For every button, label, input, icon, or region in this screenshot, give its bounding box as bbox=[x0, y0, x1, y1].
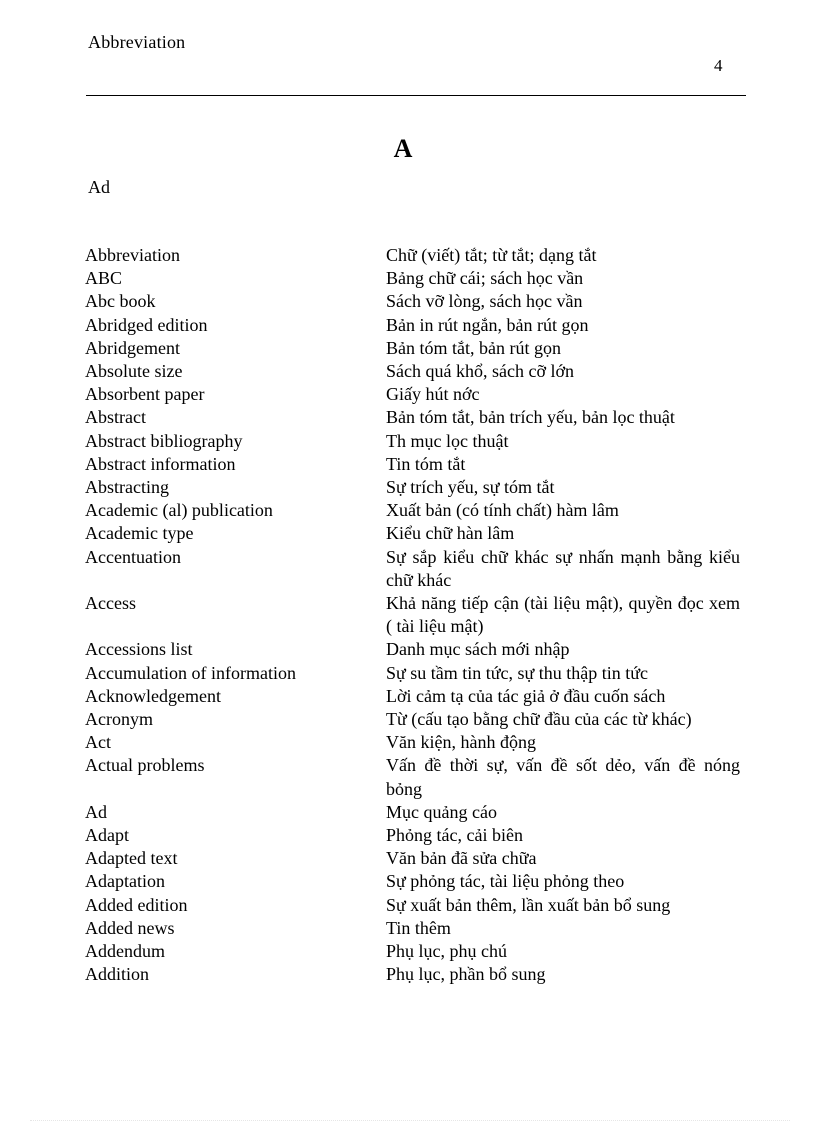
running-head: Abbreviation bbox=[88, 32, 186, 52]
page-number: 4 bbox=[714, 56, 723, 75]
glossary-entry bbox=[85, 337, 745, 360]
glossary-entry bbox=[85, 267, 745, 290]
entry-term: Acknowledgement bbox=[85, 685, 221, 706]
section-letter bbox=[0, 134, 816, 164]
glossary-entry bbox=[85, 406, 745, 429]
entry-definition: Sự phỏng tác, tài liệu phỏng theo bbox=[386, 871, 625, 892]
glossary-entry bbox=[85, 360, 745, 383]
glossary-entry bbox=[85, 870, 745, 893]
entry-definition: Sự trích yếu, sự tóm tắt bbox=[386, 477, 555, 498]
section-letter-text: A bbox=[393, 134, 413, 163]
glossary-entry bbox=[85, 754, 745, 800]
entry-definition: Tin thêm bbox=[386, 917, 451, 938]
entry-term: ABC bbox=[85, 268, 123, 289]
entry-definition: Khả năng tiếp cận (tài liệu mật), quyền đọc xem ( tài liệu mật) bbox=[386, 593, 740, 637]
glossary-entry bbox=[85, 476, 745, 499]
glossary-entry bbox=[85, 940, 745, 963]
entry-term: Accentuation bbox=[85, 546, 181, 567]
entry-definition: Chữ (viết) tắt; từ tắt; dạng tắt bbox=[386, 245, 597, 265]
entry-definition: Phụ lục, phụ chú bbox=[386, 941, 507, 962]
entry-definition: Xuất bản (có tính chất) hàm lâm bbox=[386, 500, 619, 521]
entry-definition: Giấy hút nớc bbox=[386, 384, 480, 405]
glossary-entry bbox=[85, 847, 745, 870]
header-rule bbox=[86, 95, 746, 96]
entry-definition: Bảng chữ cái; sách học vần bbox=[386, 268, 584, 289]
entry-definition: Kiểu chữ hàn lâm bbox=[386, 523, 515, 544]
glossary-entry bbox=[85, 314, 745, 337]
entry-term: Accumulation of information bbox=[85, 662, 296, 683]
entry-term: Absolute size bbox=[85, 361, 183, 382]
entry-term: Act bbox=[85, 732, 111, 753]
glossary-entry bbox=[85, 824, 745, 847]
entry-term: Abstract bbox=[85, 407, 146, 428]
entry-definition: Sự sắp kiểu chữ khác sự nhấn mạnh bằng kiểu chữ khác bbox=[386, 546, 740, 590]
glossary-entry bbox=[85, 522, 745, 545]
entry-definition: Bản tóm tắt, bản trích yếu, bản lọc thuật bbox=[386, 407, 675, 428]
glossary-entry bbox=[85, 383, 745, 406]
entry-term: Abc book bbox=[85, 291, 156, 312]
glossary-entries bbox=[85, 244, 745, 987]
entry-term: Acronym bbox=[85, 709, 153, 730]
entry-definition: Tin tóm tắt bbox=[386, 453, 466, 474]
entry-definition: Vấn đề thời sự, vấn đề sốt dẻo, vấn đề nóng bỏng bbox=[386, 755, 740, 799]
entry-term: Absorbent paper bbox=[85, 384, 205, 405]
entry-definition: Phỏng tác, cải biên bbox=[386, 825, 523, 846]
glossary-entry bbox=[85, 662, 745, 685]
entry-term: Addition bbox=[85, 964, 150, 985]
glossary-entry bbox=[85, 430, 745, 453]
cross-reference: Ad bbox=[88, 177, 110, 197]
glossary-entry bbox=[85, 685, 745, 708]
entry-term: Academic (al) publication bbox=[85, 500, 273, 521]
entry-term: Addendum bbox=[85, 941, 165, 962]
entry-term: Ad bbox=[85, 801, 107, 822]
entry-term: Abridgement bbox=[85, 337, 180, 358]
glossary-entry bbox=[85, 546, 745, 592]
entry-term: Accessions list bbox=[85, 639, 193, 660]
entry-definition: Sự su tầm tin tức, sự thu thập tin tức bbox=[386, 662, 649, 683]
glossary-entry bbox=[85, 708, 745, 731]
entry-term: Added news bbox=[85, 917, 175, 938]
glossary-entry bbox=[85, 592, 745, 638]
entry-definition: Văn bản đã sửa chữa bbox=[386, 848, 537, 869]
entry-definition: Th mục lọc thuật bbox=[386, 430, 509, 451]
glossary-entry bbox=[85, 453, 745, 476]
entry-definition: Lời cảm tạ của tác giả ở đầu cuốn sách bbox=[386, 685, 666, 706]
entry-term: Abbreviation bbox=[85, 245, 180, 265]
glossary-entry bbox=[85, 290, 745, 313]
entry-term: Actual problems bbox=[85, 755, 205, 776]
entry-term: Abridged edition bbox=[85, 314, 208, 335]
glossary-entry bbox=[85, 638, 745, 661]
bottom-dotted-rule bbox=[30, 1120, 790, 1121]
entry-definition: Mục quảng cáo bbox=[386, 801, 497, 822]
entry-term: Academic type bbox=[85, 523, 194, 544]
entry-term: Adapted text bbox=[85, 848, 178, 869]
entry-definition: Từ (cấu tạo bằng chữ đầu của các từ khác) bbox=[386, 709, 692, 730]
entry-definition: Bản in rút ngắn, bản rút gọn bbox=[386, 314, 589, 335]
entry-term: Adaptation bbox=[85, 871, 165, 892]
entry-term: Access bbox=[85, 593, 136, 614]
entry-term: Adapt bbox=[85, 825, 129, 846]
entry-definition: Văn kiện, hành động bbox=[386, 732, 536, 753]
glossary-entry bbox=[85, 731, 745, 754]
glossary-entry bbox=[85, 499, 745, 522]
entry-definition: Sách vỡ lòng, sách học vần bbox=[386, 291, 583, 312]
glossary-entry bbox=[85, 963, 745, 986]
entry-definition: Sự xuất bản thêm, lần xuất bản bổ sung bbox=[386, 894, 671, 915]
glossary-entry bbox=[85, 801, 745, 824]
entry-term: Abstracting bbox=[85, 477, 169, 498]
entry-term: Abstract information bbox=[85, 453, 236, 474]
entry-definition: Sách quá khổ, sách cỡ lớn bbox=[386, 361, 574, 382]
glossary-entry bbox=[85, 917, 745, 940]
entry-term: Added edition bbox=[85, 894, 188, 915]
entry-definition: Danh mục sách mới nhập bbox=[386, 639, 570, 660]
entry-term: Abstract bibliography bbox=[85, 430, 243, 451]
glossary-entry bbox=[85, 894, 745, 917]
glossary-entry bbox=[85, 244, 745, 267]
entry-definition: Phụ lục, phần bổ sung bbox=[386, 964, 546, 985]
entry-definition: Bản tóm tắt, bản rút gọn bbox=[386, 337, 561, 358]
